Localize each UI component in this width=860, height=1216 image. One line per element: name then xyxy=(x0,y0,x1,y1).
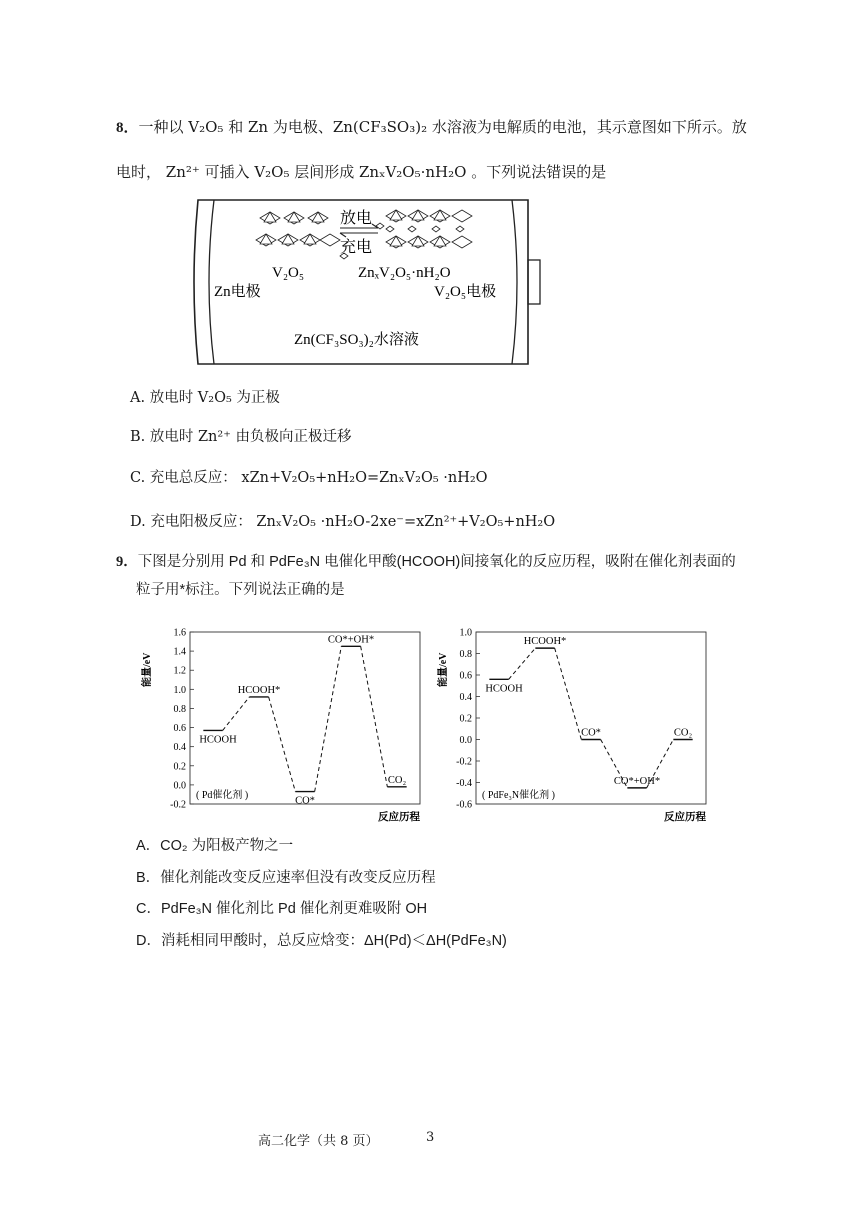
q9-option-d: D．消耗相同甲酸时，总反应焓变：ΔH(Pd)＜ΔH(PdFe₃N) xyxy=(136,933,507,949)
q9-line1 xyxy=(116,552,736,572)
y-tick-label: 1.6 xyxy=(173,627,186,639)
plot-frame xyxy=(476,632,706,804)
v2o5-layer-structure xyxy=(256,212,340,246)
state-label: CO₂ xyxy=(673,727,693,739)
charge-label: 充电 xyxy=(340,239,373,256)
transition-path xyxy=(509,648,536,679)
x-axis-label: 反应历程 xyxy=(378,812,420,823)
q9-stem-2: 粒子用*标注。下列说法正确的是 xyxy=(136,582,345,598)
q9-option-b: B．催化剂能改变反应速率但没有改变反应历程 xyxy=(136,870,436,886)
y-tick-label: 1.0 xyxy=(173,684,186,696)
q8-number: 8． xyxy=(116,120,139,136)
transition-path xyxy=(315,646,342,791)
v2o5-electrode-label: V₂O₅电极 xyxy=(434,284,497,300)
transition-path xyxy=(555,648,582,739)
q8-stem-2: 电时， Zn²⁺ 可插入 V₂O₅ 层间形成 ZnₓV₂O₅·nH₂O 。下列说法错误的是 xyxy=(116,163,607,181)
y-axis-label: 能量/eV xyxy=(438,652,449,688)
electrolyte-label: Zn(CF₃SO₃)₂水溶液 xyxy=(294,332,419,348)
y-tick-label: 0.4 xyxy=(459,692,472,703)
y-tick-label: 0.2 xyxy=(459,713,472,725)
v2o5-material-label: V₂O₅ xyxy=(272,265,305,281)
y-tick-label: 1.2 xyxy=(173,665,186,677)
discharge-label: 放电 xyxy=(340,210,373,227)
battery-diagram xyxy=(190,196,550,368)
zn-electrode-label: Zn电极 xyxy=(214,284,261,300)
q8-option-d: D. 充电阳极反应： ZnₓV₂O₅ ·nH₂O-2xe⁻=xZn²⁺+V₂O₅+nH₂O xyxy=(130,514,556,530)
transition-path xyxy=(361,646,388,786)
state-label: CO₂ xyxy=(387,774,407,786)
state-label: HCOOH xyxy=(485,683,523,695)
y-tick-label: -0.2 xyxy=(456,756,472,768)
y-tick-label: 1.4 xyxy=(173,646,186,658)
y-tick-label: 0.0 xyxy=(459,735,472,746)
transition-path xyxy=(269,697,296,792)
state-label: CO* xyxy=(581,727,601,739)
q9-number: 9． xyxy=(116,554,138,570)
y-tick-label: 0.8 xyxy=(459,649,472,660)
q8-stem-1: 一种以 V₂O₅ 和 Zn 为电极、Zn(CF₃SO₃)₂ 水溶液为电解质的电池，其示意图如下所示。放 xyxy=(138,118,747,136)
q9-option-a: A．CO₂ 为阳极产物之一 xyxy=(136,838,294,854)
transition-path xyxy=(223,697,250,730)
y-tick-label: -0.4 xyxy=(456,778,472,789)
state-label: CO*+OH* xyxy=(613,775,661,787)
y-tick-label: 0.2 xyxy=(173,761,186,773)
state-label: HCOOH* xyxy=(237,684,281,696)
y-tick-label: 0.6 xyxy=(173,723,186,735)
footer-text: 高二化学（共 8 页） xyxy=(258,1134,379,1149)
q8-option-c: C. 充电总反应： xZn+V₂O₅+nH₂O=ZnₓV₂O₅ ·nH₂O xyxy=(130,470,488,486)
state-label: HCOOH* xyxy=(523,636,567,648)
catalyst-label: ( PdFe₃N催化剂 ) xyxy=(482,790,555,801)
q8-line1 xyxy=(116,117,747,138)
state-label: CO*+OH* xyxy=(327,634,375,646)
y-tick-label: 1.0 xyxy=(459,627,472,639)
state-label: HCOOH xyxy=(199,734,237,746)
y-axis-label: 能量/eV xyxy=(142,652,153,688)
page-number: 3 xyxy=(426,1130,435,1145)
y-tick-label: 0.0 xyxy=(173,780,186,792)
q9-option-c: C．PdFe₃N 催化剂比 Pd 催化剂更难吸附 OH xyxy=(136,901,428,917)
energy-chart-pd xyxy=(140,622,430,830)
y-tick-label: -0.6 xyxy=(456,799,472,811)
x-axis-label: 反应历程 xyxy=(664,812,706,823)
y-tick-label: -0.2 xyxy=(170,799,186,811)
znxv2o5-material-label: ZnₓV₂O₅·nH₂O xyxy=(358,265,451,281)
state-label: CO* xyxy=(295,795,315,807)
catalyst-label: ( Pd催化剂 ) xyxy=(196,790,249,801)
q8-option-a: A. 放电时 V₂O₅ 为正极 xyxy=(130,390,280,406)
y-tick-label: 0.8 xyxy=(173,703,186,715)
y-tick-label: 0.6 xyxy=(459,670,472,682)
q9-stem-1: 下图是分别用 Pd 和 PdFe₃N 电催化甲酸(HCOOH)间接氧化的反应历程，吸附在催化剂表面的 xyxy=(137,554,736,570)
y-tick-label: 0.4 xyxy=(173,742,186,754)
energy-chart-pdfe3n xyxy=(436,622,716,830)
q8-option-b: B. 放电时 Zn²⁺ 由负极向正极迁移 xyxy=(130,429,352,445)
